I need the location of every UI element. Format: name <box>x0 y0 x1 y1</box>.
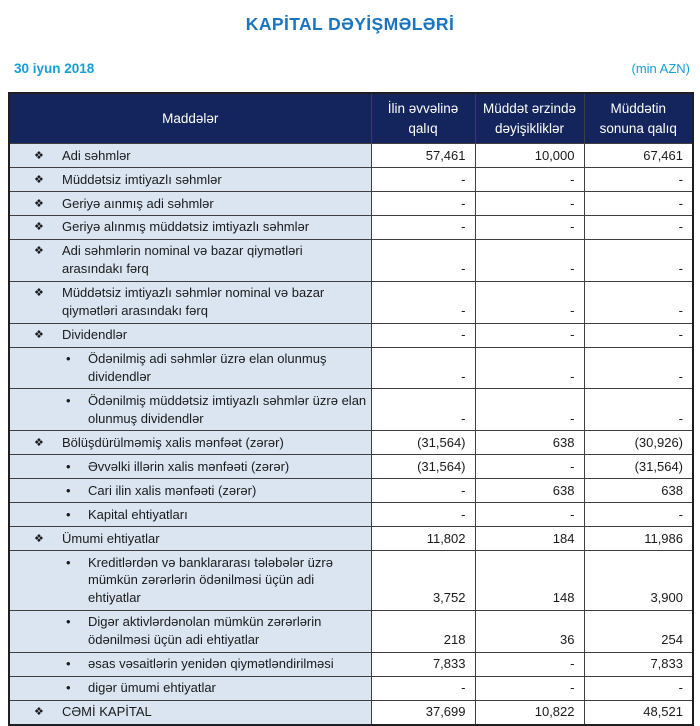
value-cell: 10,822 <box>475 700 584 724</box>
row-label-cell <box>9 347 371 389</box>
unit-label: (min AZN) <box>631 61 690 76</box>
row-label-cell <box>9 551 371 611</box>
value-cell: - <box>584 503 693 527</box>
diamond-bullet-icon: ❖ <box>34 706 44 719</box>
row-label-text: əsas vəsaitlərin yenidən qiymətləndirilməsi <box>88 656 334 672</box>
value-cell: (31,564) <box>584 455 693 479</box>
row-label-text: Ümumi ehtiyatlar <box>62 530 160 546</box>
row-label-cell <box>9 455 371 479</box>
table-row <box>9 347 693 389</box>
value-cell: - <box>475 168 584 192</box>
row-label-cell <box>9 144 371 168</box>
value-cell: - <box>475 676 584 700</box>
table-row <box>9 431 693 455</box>
col-header-end-balance: Müddətin sonuna qalıq <box>584 93 693 144</box>
value-cell: - <box>475 281 584 323</box>
diamond-bullet-icon: ❖ <box>34 149 44 162</box>
value-cell: (31,564) <box>371 455 475 479</box>
value-cell: 218 <box>371 610 475 652</box>
value-cell: 638 <box>475 431 584 455</box>
row-label-text: digər ümumi ehtiyatlar <box>88 680 216 696</box>
dot-bullet-icon: • <box>66 482 71 498</box>
value-cell: 148 <box>475 551 584 611</box>
row-label-text: Ödənilmiş adi səhmlər üzrə elan olunmuş dividendlər <box>88 351 327 384</box>
report-date: 30 iyun 2018 <box>14 61 95 76</box>
diamond-bullet-icon: ❖ <box>34 173 44 186</box>
value-cell: - <box>371 347 475 389</box>
value-cell: 11,986 <box>584 527 693 551</box>
dot-bullet-icon: • <box>66 656 71 672</box>
value-cell: - <box>475 239 584 281</box>
value-cell: - <box>371 281 475 323</box>
value-cell: - <box>475 323 584 347</box>
row-label-cell <box>9 676 371 700</box>
table-header-row <box>9 93 693 144</box>
dot-bullet-icon: • <box>66 680 71 696</box>
value-cell: - <box>475 347 584 389</box>
row-label-text: Ödənilmiş müddətsiz imtiyazlı səhmlər üzrə elan olunmuş dividendlər <box>88 392 367 426</box>
value-cell: - <box>371 676 475 700</box>
value-cell: - <box>584 323 693 347</box>
value-cell: - <box>371 389 475 431</box>
value-cell: - <box>584 347 693 389</box>
row-label-cell <box>9 652 371 676</box>
row-label-text: Əvvəlki illərin xalis mənfəəti (zərər) <box>88 458 290 474</box>
value-cell: - <box>371 479 475 503</box>
value-cell: 638 <box>584 479 693 503</box>
row-label-text: Digər aktivlərdənolan mümkün zərərlərin ödənilməsi üçün adi ehtiyatlar <box>88 614 322 648</box>
diamond-bullet-icon: ❖ <box>34 221 44 234</box>
value-cell: 57,461 <box>371 144 475 168</box>
value-cell: - <box>584 239 693 281</box>
dot-bullet-icon: • <box>66 351 71 367</box>
col-header-begin-balance: İlin əvvəlinə qalıq <box>371 93 475 144</box>
table-row <box>9 192 693 216</box>
row-label-text: Bölüşdürülməmiş xalis mənfəət (zərər) <box>62 434 284 450</box>
table-row <box>9 389 693 431</box>
row-label-text: Müddətsiz imtiyazlı səhmlər <box>62 171 222 187</box>
value-cell: 638 <box>475 479 584 503</box>
table-row <box>9 527 693 551</box>
row-label-text: CƏMİ KAPİTAL <box>62 704 152 720</box>
value-cell: 254 <box>584 610 693 652</box>
value-cell: - <box>371 503 475 527</box>
value-cell: 7,833 <box>371 652 475 676</box>
table-row <box>9 676 693 700</box>
value-cell: 67,461 <box>584 144 693 168</box>
table-row <box>9 215 693 239</box>
value-cell: - <box>371 215 475 239</box>
row-label-cell <box>9 323 371 347</box>
row-label-cell <box>9 215 371 239</box>
row-label-cell <box>9 168 371 192</box>
diamond-bullet-icon: ❖ <box>34 245 44 258</box>
value-cell: - <box>475 215 584 239</box>
row-label-text: Kreditlərdən və banklararası tələbələr üzrə mümkün zərərlərin ödənilməsi üçün adi ehtiyatlar <box>88 554 333 606</box>
value-cell: - <box>475 389 584 431</box>
value-cell: 11,802 <box>371 527 475 551</box>
value-cell: - <box>371 323 475 347</box>
page-title: KAPİTAL DƏYİŞMƏLƏRİ <box>245 14 455 34</box>
table-row <box>9 700 693 724</box>
value-cell: - <box>475 503 584 527</box>
row-label-cell <box>9 239 371 281</box>
value-cell: 36 <box>475 610 584 652</box>
value-cell: (30,926) <box>584 431 693 455</box>
table-row <box>9 479 693 503</box>
value-cell: - <box>584 192 693 216</box>
table-row <box>9 323 693 347</box>
value-cell: - <box>371 168 475 192</box>
row-label-cell <box>9 431 371 455</box>
value-cell: - <box>584 389 693 431</box>
row-label-cell <box>9 700 371 724</box>
table-row <box>9 610 693 652</box>
dot-bullet-icon: • <box>66 614 71 630</box>
value-cell: (31,564) <box>371 431 475 455</box>
row-label-cell <box>9 281 371 323</box>
table-body <box>9 144 693 725</box>
value-cell: 37,699 <box>371 700 475 724</box>
table-row <box>9 503 693 527</box>
row-label-text: Adi səhmlərin nominal və bazar qiymətləri arasındakı fərq <box>62 243 303 277</box>
col-header-items: Maddələr <box>9 93 371 144</box>
table-header <box>9 93 693 144</box>
row-label-text: Cari ilin xalis mənfəəti (zərər) <box>88 482 257 498</box>
value-cell: 184 <box>475 527 584 551</box>
value-cell: 7,833 <box>584 652 693 676</box>
value-cell: - <box>371 192 475 216</box>
table-row <box>9 455 693 479</box>
row-label-cell <box>9 503 371 527</box>
row-label-cell <box>9 192 371 216</box>
value-cell: - <box>584 676 693 700</box>
dot-bullet-icon: • <box>66 506 71 522</box>
table-row <box>9 239 693 281</box>
table-row <box>9 281 693 323</box>
row-label-text: Adi səhmlər <box>62 147 131 163</box>
dot-bullet-icon: • <box>66 554 71 570</box>
meta-row <box>14 61 690 76</box>
row-label-text: Dividendlər <box>62 327 128 343</box>
table-row <box>9 551 693 611</box>
value-cell: 48,521 <box>584 700 693 724</box>
value-cell: 3,900 <box>584 551 693 611</box>
row-label-text: Geriyə alınmış müddətsiz imtiyazlı səhmlər <box>62 219 310 235</box>
table-row <box>9 652 693 676</box>
col-header-period-changes: Müddət ərzində dəyişikliklər <box>475 93 584 144</box>
diamond-bullet-icon: ❖ <box>34 436 44 449</box>
dot-bullet-icon: • <box>66 392 71 408</box>
value-cell: - <box>584 281 693 323</box>
row-label-cell <box>9 610 371 652</box>
row-label-cell <box>9 389 371 431</box>
row-label-text: Kapital ehtiyatları <box>88 506 188 522</box>
value-cell: - <box>475 455 584 479</box>
table-row <box>9 144 693 168</box>
value-cell: - <box>584 168 693 192</box>
value-cell: - <box>475 192 584 216</box>
diamond-bullet-icon: ❖ <box>34 532 44 545</box>
row-label-text: Geriyə aınmış adi səhmlər <box>62 195 214 211</box>
row-label-text: Müddətsiz imtiyazlı səhmlər nominal və bazar qiymətləri arasındakı fərq <box>62 285 325 319</box>
row-label-cell <box>9 527 371 551</box>
table-row <box>9 168 693 192</box>
value-cell: - <box>371 239 475 281</box>
diamond-bullet-icon: ❖ <box>34 287 44 300</box>
diamond-bullet-icon: ❖ <box>34 329 44 342</box>
row-label-cell <box>9 479 371 503</box>
value-cell: - <box>475 652 584 676</box>
diamond-bullet-icon: ❖ <box>34 197 44 210</box>
dot-bullet-icon: • <box>66 458 71 474</box>
value-cell: - <box>584 215 693 239</box>
value-cell: 3,752 <box>371 551 475 611</box>
capital-changes-table <box>8 92 694 726</box>
value-cell: 10,000 <box>475 144 584 168</box>
